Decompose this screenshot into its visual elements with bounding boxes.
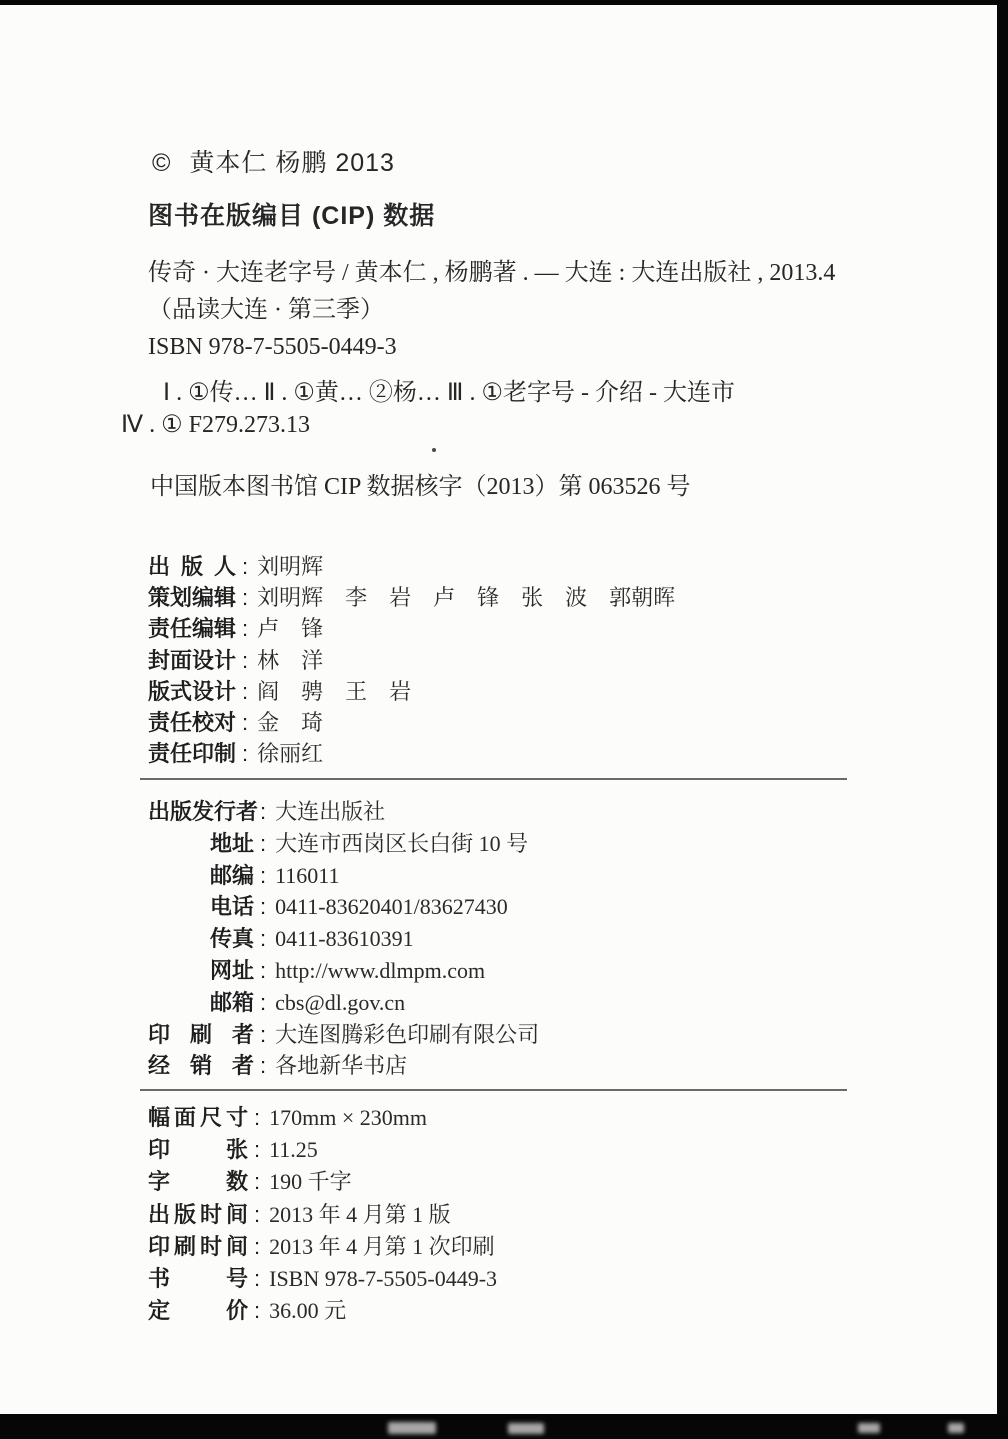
colon: :: [254, 1266, 261, 1292]
publisher-value: 大连图腾彩色印刷有限公司: [275, 1021, 540, 1047]
spec-label: 印刷时间: [148, 1233, 248, 1259]
colon: :: [254, 1137, 261, 1163]
credit-row: [148, 738, 675, 769]
colon: :: [260, 1053, 267, 1079]
copyright-holders: 黄本仁 杨鹏 2013: [189, 149, 395, 177]
credit-label: 出版人: [148, 554, 236, 579]
spec-label: 字数: [148, 1169, 248, 1195]
publisher-row: [148, 891, 539, 923]
print-specs-section: [148, 1102, 497, 1327]
publisher-row: [148, 1050, 539, 1082]
credit-row: [148, 582, 675, 613]
credit-value: 徐丽红: [257, 741, 324, 767]
credit-row: [148, 551, 675, 582]
publisher-row: [148, 796, 539, 828]
colon: :: [242, 616, 249, 642]
colon: :: [242, 647, 249, 673]
colon: :: [260, 799, 267, 824]
colon: :: [254, 1169, 261, 1195]
spec-value: ISBN 978-7-5505-0449-3: [269, 1266, 498, 1292]
colon: :: [242, 554, 249, 579]
publisher-label: 地址: [209, 830, 254, 856]
colon: :: [254, 1298, 261, 1324]
colon: :: [260, 862, 267, 888]
divider-top: [140, 778, 847, 780]
publisher-label: 出版发行者: [148, 799, 259, 824]
colon: :: [242, 710, 249, 736]
credit-row: [148, 676, 675, 707]
spec-label: 出版时间: [148, 1201, 248, 1227]
publisher-row: [148, 923, 539, 955]
publisher-value: 0411-83610391: [275, 926, 414, 952]
colon: :: [254, 1233, 261, 1259]
credit-row: [148, 613, 675, 644]
copyright-icon: ©: [152, 149, 172, 177]
scan-smudge: [388, 1422, 436, 1434]
credit-value: 刘明辉: [257, 554, 324, 579]
publisher-website: http://www.dlmpm.com: [275, 957, 486, 983]
publisher-row: [148, 860, 539, 892]
spec-label: 定价: [148, 1298, 248, 1324]
publisher-row: [148, 987, 539, 1019]
cip-series-line: （品读大连 · 第三季）: [148, 297, 384, 323]
colon: :: [242, 678, 249, 704]
publisher-email: cbs@dl.gov.cn: [275, 989, 406, 1015]
spec-row: [148, 1231, 497, 1263]
credit-row: [148, 645, 675, 676]
colon: :: [254, 1105, 261, 1130]
spec-value: 2013 年 4 月第 1 次印刷: [269, 1233, 495, 1259]
publisher-label: 网址: [209, 957, 254, 983]
cip-class-line-1: Ⅰ . ①传… Ⅱ . ①黄… ②杨… Ⅲ . ①老字号 - 介绍 - 大连市: [163, 380, 735, 406]
spec-row: [148, 1199, 497, 1231]
colon: :: [242, 741, 249, 767]
scan-border-bottom: [0, 1414, 1008, 1439]
spec-value: 170mm × 230mm: [269, 1105, 427, 1130]
publisher-label: 邮箱: [209, 989, 254, 1015]
publisher-row: [148, 955, 539, 987]
scan-smudge: [858, 1423, 880, 1433]
cip-heading: 图书在版编目 (CIP) 数据: [148, 202, 436, 230]
cip-block: [148, 255, 835, 366]
scan-smudge: [948, 1423, 964, 1433]
colon: :: [260, 989, 267, 1015]
credit-label: 责任编辑: [148, 616, 237, 642]
publisher-value: 大连出版社: [275, 799, 386, 824]
colon: :: [260, 1021, 267, 1047]
spec-row: [148, 1102, 497, 1134]
credit-row: [148, 707, 675, 738]
publisher-label: 邮编: [209, 862, 254, 888]
publisher-value: 各地新华书店: [275, 1053, 408, 1079]
credits-section: [148, 551, 675, 769]
publisher-label: 经销者: [148, 1053, 254, 1079]
cip-isbn-line: ISBN 978-7-5505-0449-3: [148, 334, 397, 360]
publisher-section: [148, 796, 539, 1082]
colon: :: [260, 926, 267, 952]
cip-class-line-2: Ⅳ . ① F279.273.13: [121, 412, 311, 438]
credit-value: 林 洋: [257, 647, 324, 673]
credit-value: 金 琦: [257, 710, 324, 736]
scan-border-top: [0, 0, 1008, 5]
credit-label: 策划编辑: [148, 585, 237, 611]
spec-value: 2013 年 4 月第 1 版: [269, 1201, 451, 1227]
spec-row: [148, 1166, 497, 1198]
colon: :: [260, 957, 267, 983]
credit-label: 版式设计: [148, 678, 237, 704]
cip-registry-line: 中国版本图书馆 CIP 数据核字（2013）第 063526 号: [150, 474, 691, 500]
spec-row: [148, 1295, 497, 1327]
spec-row: [148, 1263, 497, 1295]
publisher-value: 116011: [275, 862, 340, 888]
spec-label: 印张: [148, 1137, 248, 1163]
credit-label: 责任校对: [148, 710, 237, 736]
publisher-value: 0411-83620401/83627430: [275, 894, 508, 920]
publisher-label: 电话: [209, 894, 254, 920]
colon: :: [260, 894, 267, 920]
colon: :: [254, 1201, 261, 1227]
colon: :: [260, 830, 267, 856]
credit-label: 责任印制: [148, 741, 237, 767]
scan-artifact-dot: [432, 448, 436, 452]
publisher-row: [148, 1019, 539, 1051]
colon: :: [242, 585, 249, 611]
spec-value: 11.25: [269, 1137, 318, 1163]
publisher-label: 传真: [209, 926, 254, 952]
spec-label: 书号: [148, 1266, 248, 1292]
spec-value: 36.00 元: [269, 1298, 347, 1324]
scan-border-right: [997, 0, 1008, 1439]
credit-label: 封面设计: [148, 647, 237, 673]
spec-value: 190 千字: [269, 1169, 352, 1195]
spec-label: 幅面尺寸: [148, 1105, 248, 1130]
publisher-value: 大连市西岗区长白街 10 号: [275, 830, 529, 856]
divider-bottom: [140, 1089, 847, 1091]
publisher-row: [148, 828, 539, 860]
spec-row: [148, 1134, 497, 1166]
credit-value: 卢 锋: [257, 616, 324, 642]
copyright-line: [152, 143, 395, 179]
cip-title-line: 传奇 · 大连老字号 / 黄本仁 , 杨鹏著 . — 大连 : 大连出版社 , 2013.4: [148, 260, 836, 286]
scan-smudge: [508, 1423, 544, 1434]
credit-value: 阎 骋 王 岩: [257, 678, 412, 704]
credit-value: 刘明辉 李 岩 卢 锋 张 波 郭朝晖: [257, 585, 676, 611]
publisher-label: 印刷者: [148, 1021, 254, 1047]
